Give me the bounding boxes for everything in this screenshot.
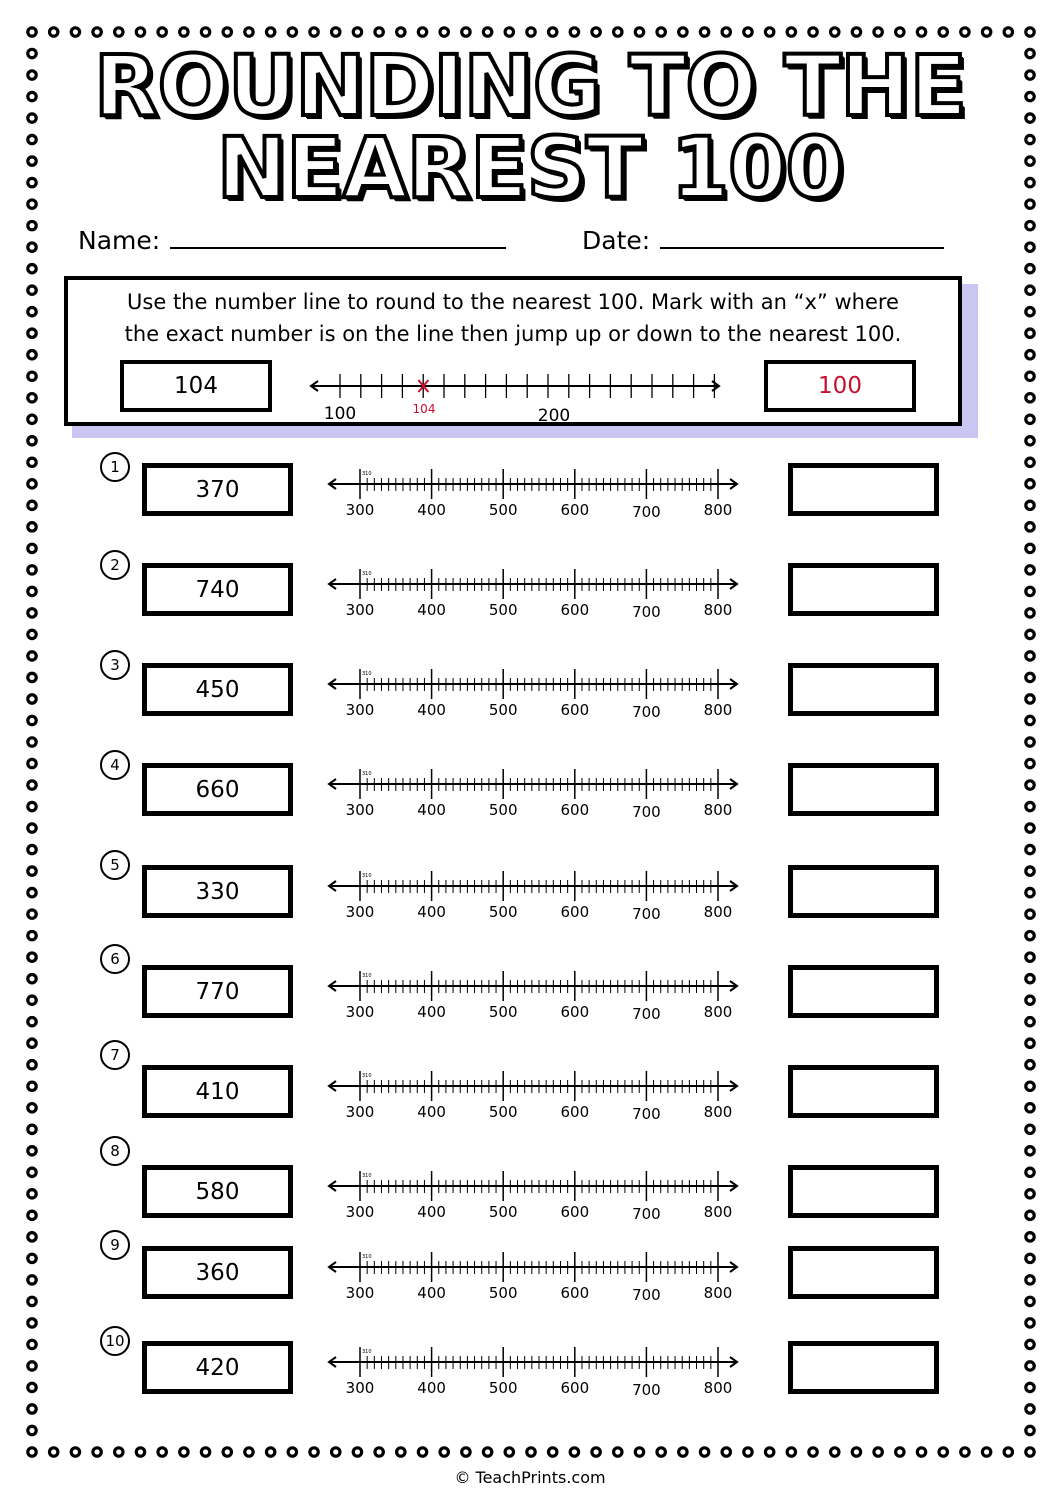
number-line-label: 700 (632, 603, 661, 621)
number-line-label: 600 (560, 1284, 590, 1302)
svg-text:310: 310 (362, 973, 372, 979)
question-number-badge: 5 (100, 850, 130, 880)
answer-input-box[interactable] (788, 1246, 939, 1299)
number-line-label: 300 (345, 601, 375, 619)
number-line-label: 600 (560, 903, 590, 921)
number-line-label: 800 (703, 1203, 733, 1221)
number-line-label: 600 (560, 701, 590, 719)
question-number-value: 450 (195, 676, 240, 703)
number-line (326, 565, 740, 601)
question-number-value: 330 (195, 878, 240, 905)
name-field[interactable] (78, 226, 506, 255)
number-line-label: 600 (560, 1003, 590, 1021)
name-blank-line[interactable] (170, 246, 506, 249)
number-line-label: 600 (560, 1379, 590, 1397)
number-line (326, 1167, 740, 1203)
question-number-value: 580 (195, 1178, 240, 1205)
number-line-label: 500 (488, 1284, 518, 1302)
instructions-line1: Use the number line to round to the nearest 100. Mark with an “x” where (127, 290, 899, 314)
number-line-label: 700 (632, 1105, 661, 1123)
number-line-label: 800 (703, 1379, 733, 1397)
number-line-label: 800 (703, 1284, 733, 1302)
number-line (326, 665, 740, 701)
number-line-label: 500 (488, 801, 518, 819)
answer-input-box[interactable] (788, 1165, 939, 1218)
example-start-label: 100 (323, 404, 357, 424)
question-number-badge: 10 (100, 1326, 130, 1356)
number-line-label: 400 (417, 1003, 446, 1021)
answer-input-box[interactable] (788, 463, 939, 516)
question-number-box (142, 1165, 293, 1218)
number-line-label: 400 (417, 1103, 446, 1121)
number-line-label: 700 (632, 905, 661, 923)
number-line-label: 400 (417, 701, 446, 719)
number-line-label: 300 (345, 501, 375, 519)
answer-input-box[interactable] (788, 1065, 939, 1118)
example-number: 104 (174, 373, 218, 399)
number-line-label: 500 (488, 601, 518, 619)
question-number-badge: 8 (100, 1136, 130, 1166)
number-line-label: 400 (417, 601, 446, 619)
number-line-label: 800 (703, 903, 733, 921)
question-number-value: 370 (195, 476, 240, 503)
number-line-label: 400 (417, 903, 446, 921)
example-end-label: 200 (537, 406, 571, 426)
question-number-box (142, 865, 293, 918)
example-marked-label: 104 (412, 402, 436, 416)
question-number-value: 660 (195, 776, 240, 803)
number-line-label: 800 (703, 601, 733, 619)
example-answer-box (764, 360, 916, 412)
question-number-value: 360 (195, 1259, 240, 1286)
number-line-label: 500 (488, 903, 518, 921)
question-number-box (142, 763, 293, 816)
answer-input-box[interactable] (788, 563, 939, 616)
svg-text:310: 310 (362, 1173, 372, 1179)
copyright: © TeachPrints.com (454, 1468, 606, 1487)
number-line-label: 500 (488, 1103, 518, 1121)
number-line-label: 500 (488, 1203, 518, 1221)
svg-text:310: 310 (362, 771, 372, 777)
example-number-box (120, 360, 272, 412)
question-number-value: 420 (195, 1354, 240, 1381)
number-line-label: 800 (703, 501, 733, 519)
number-line (326, 765, 740, 801)
svg-text:310: 310 (362, 571, 372, 577)
number-line-label: 300 (345, 701, 375, 719)
number-line-label: 700 (632, 503, 661, 521)
number-line-label: 600 (560, 801, 590, 819)
question-number-box (142, 563, 293, 616)
answer-input-box[interactable] (788, 1341, 939, 1394)
number-line-label: 700 (632, 1381, 661, 1399)
question-number-value: 740 (195, 576, 240, 603)
number-line-label: 600 (560, 1203, 590, 1221)
number-line-label: 300 (345, 1284, 375, 1302)
question-number-value: 410 (195, 1078, 240, 1105)
number-line-label: 800 (703, 1003, 733, 1021)
name-label: Name: (78, 226, 161, 255)
svg-text:310: 310 (362, 1073, 372, 1079)
number-line-label: 600 (560, 1103, 590, 1121)
number-line-label: 300 (345, 1379, 375, 1397)
instructions-line2: the exact number is on the line then jump up or down to the nearest 100. (124, 322, 902, 346)
worksheet-title-line1: ROUNDING TO THE (93, 37, 966, 135)
number-line-label: 800 (703, 801, 733, 819)
number-line-label: 300 (345, 801, 375, 819)
answer-input-box[interactable] (788, 763, 939, 816)
number-line-label: 500 (488, 1003, 518, 1021)
number-line-label: 400 (417, 1284, 446, 1302)
example-number-line (306, 368, 726, 404)
question-number-box (142, 965, 293, 1018)
date-blank-line[interactable] (660, 246, 944, 249)
question-number-badge: 9 (100, 1230, 130, 1260)
question-number-box (142, 1341, 293, 1394)
question-number-badge: 6 (100, 944, 130, 974)
number-line-label: 400 (417, 1203, 446, 1221)
question-number-badge: 4 (100, 750, 130, 780)
number-line (326, 967, 740, 1003)
answer-input-box[interactable] (788, 663, 939, 716)
date-field[interactable] (582, 226, 944, 255)
question-number-badge: 3 (100, 650, 130, 680)
number-line-label: 700 (632, 803, 661, 821)
worksheet-title-line2: NEAREST 100 (216, 119, 844, 217)
question-number-badge: 7 (100, 1040, 130, 1070)
number-line-label: 600 (560, 501, 590, 519)
number-line-label: 700 (632, 1286, 661, 1304)
example-box (64, 276, 962, 426)
example-answer: 100 (818, 373, 862, 399)
answer-input-box[interactable] (788, 865, 939, 918)
number-line-label: 500 (488, 1379, 518, 1397)
question-number-box (142, 1065, 293, 1118)
number-line-label: 800 (703, 701, 733, 719)
number-line (326, 1248, 740, 1284)
answer-input-box[interactable] (788, 965, 939, 1018)
number-line-label: 400 (417, 501, 446, 519)
question-number-box (142, 663, 293, 716)
question-number-badge: 1 (100, 452, 130, 482)
number-line-label: 800 (703, 1103, 733, 1121)
number-line (326, 1343, 740, 1379)
number-line (326, 465, 740, 501)
number-line-label: 500 (488, 701, 518, 719)
number-line (326, 1067, 740, 1103)
svg-text:310: 310 (362, 873, 372, 879)
number-line-label: 700 (632, 703, 661, 721)
instructions (68, 286, 958, 350)
svg-text:310: 310 (362, 1349, 372, 1355)
number-line-label: 600 (560, 601, 590, 619)
number-line (326, 867, 740, 903)
svg-text:310: 310 (362, 471, 372, 477)
number-line-label: 300 (345, 1003, 375, 1021)
number-line-label: 700 (632, 1205, 661, 1223)
question-number-box (142, 1246, 293, 1299)
svg-text:310: 310 (362, 671, 372, 677)
number-line-label: 300 (345, 1203, 375, 1221)
number-line-label: 400 (417, 801, 446, 819)
date-label: Date: (582, 226, 651, 255)
number-line-label: 300 (345, 1103, 375, 1121)
number-line-label: 500 (488, 501, 518, 519)
question-number-value: 770 (195, 978, 240, 1005)
question-number-box (142, 463, 293, 516)
number-line-label: 700 (632, 1005, 661, 1023)
number-line-label: 400 (417, 1379, 446, 1397)
question-number-badge: 2 (100, 550, 130, 580)
svg-text:310: 310 (362, 1254, 372, 1260)
number-line-label: 300 (345, 903, 375, 921)
